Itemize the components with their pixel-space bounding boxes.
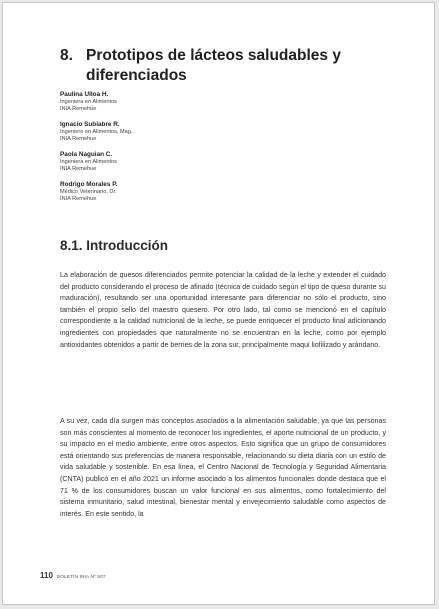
author-name: Ignacio Subiabre R. [60, 121, 120, 128]
author-affiliation: INIA Remehue [60, 106, 97, 112]
author-affiliation: INIA Remehue [60, 136, 97, 142]
chapter-title: Prototipos de lácteos saludables y diferenciados [86, 47, 341, 84]
page-footer [40, 571, 106, 580]
author-entry [60, 121, 360, 143]
body-paragraph: La elaboración de quesos diferenciados permite potenciar la calidad de la leche y extender el cuidado del producto considerando el proceso de afinado (técnica de cuidado según el tipo de queso durante su maduración), resultando ser una oportunidad interesante para diferenciar no sólo el producto, sino también el propio sello del maestro quesero. Por otro lado, tal como se mencionó en el capítulo correspondiente a la calidad nutricional de la leche, se puede enriquecer el producto final adicionando ingredientes con propiedades que naturalmente no se encuentran en la leche, como por ejemplo antioxidantes obtenidos a partir de berries de la zona sur, principalmente maqui liofilizado y arándano. [60, 271, 386, 349]
author-affiliation: INIA Remehue [60, 196, 97, 202]
author-entry [60, 181, 360, 203]
section-heading: 8.1. Introducción [60, 238, 169, 253]
author-name: Paola Naguian C. [60, 151, 113, 158]
author-title: Médico Veterinario, Dr. [60, 189, 117, 195]
author-title: Ingeniera en Alimentos [60, 159, 117, 165]
author-title: Ingeniera en Alimentos [60, 99, 117, 105]
running-title: BOLETÍN INIA Nº 507 [56, 575, 106, 580]
author-title: Ingeniero en Alimentos, Mag. [60, 129, 133, 135]
chapter-number: 8. [60, 47, 73, 64]
chapter-heading [60, 46, 400, 86]
body-paragraph: A su vez, cada día surgen más conceptos asociados a la alimentación saludable, ya que las personas son más conscientes al momento de reconocer los ingredientes, el aporte nutricional de un producto, y su impacto en el medio ambiente, entre otros aspectos. Esto significa que un grupo de consumidores está orientando sus preferencias de manera responsable, relacionando su dieta diaria con un estilo de vida saludable y sostenible. En esa línea, el Centro Nacional de Tecnología y Seguridad Alimentaria (CNTA) publicó en el año 2021 un informe asociado a los alimentos funcionales donde destaca que el 71 % de los consumidores buscan un valor funcional en sus alimentos, como fortalecimiento del sistema inmunitario, salud intestinal, bienestar mental y envejecimiento saludable como aspectos de interés. En este sentido, la [60, 417, 386, 518]
author-list [60, 91, 360, 211]
page-number: 110 [40, 571, 53, 580]
author-entry [60, 91, 360, 113]
author-entry [60, 151, 360, 173]
document-page [2, 2, 435, 605]
author-name: Rodrigo Morales P. [60, 181, 118, 188]
author-name: Paulina Ulloa H. [60, 91, 109, 98]
author-affiliation: INIA Remehue [60, 166, 97, 172]
